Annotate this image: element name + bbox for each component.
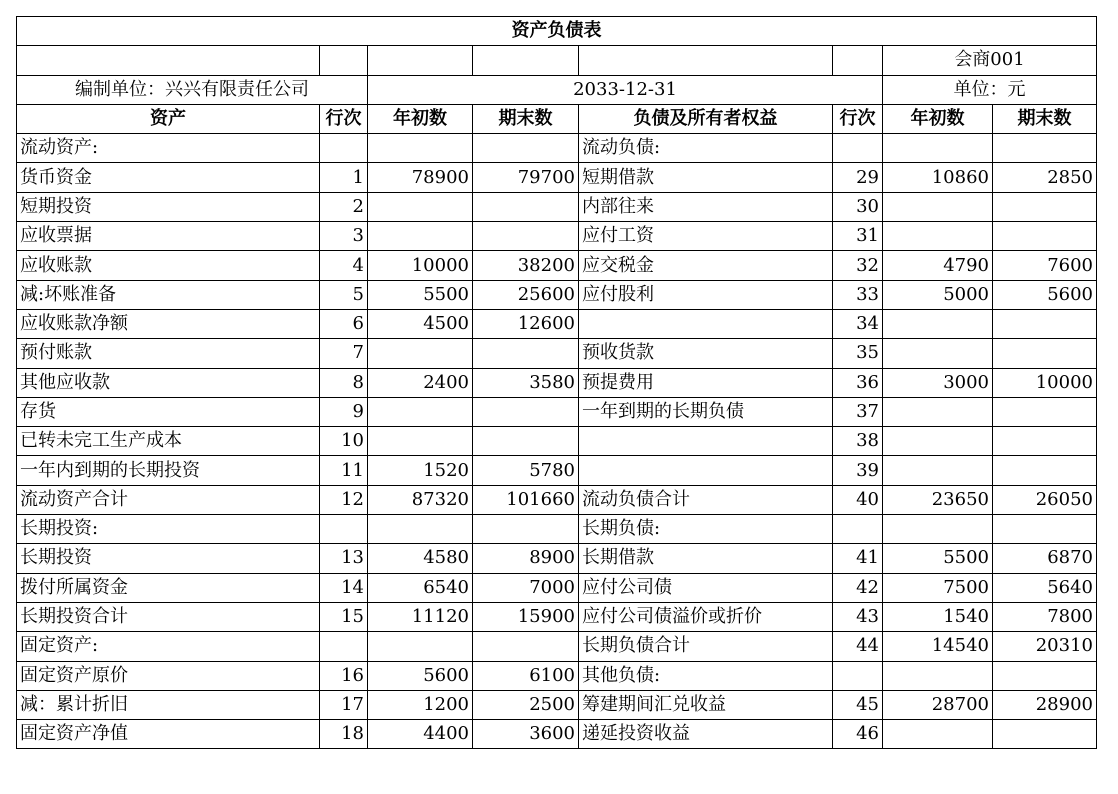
asset-name-cell[interactable]: 拨付所属资金 (17, 573, 320, 602)
liability-closing-cell[interactable]: 5640 (993, 573, 1097, 602)
liability-line-no-cell[interactable]: 46 (833, 720, 883, 749)
asset-name-cell[interactable]: 其他应收款 (17, 368, 320, 397)
asset-closing-cell[interactable]: 3580 (473, 368, 579, 397)
liability-line-no-cell[interactable]: 32 (833, 251, 883, 280)
header-liabilities-equity[interactable]: 负债及所有者权益 (579, 104, 833, 133)
liability-name-cell[interactable] (579, 456, 833, 485)
table-row (17, 632, 1097, 661)
cell[interactable] (833, 46, 883, 75)
liability-name-cell[interactable]: 流动负债合计 (579, 485, 833, 514)
liability-opening-cell[interactable]: 14540 (883, 632, 993, 661)
asset-opening-cell[interactable] (368, 397, 473, 426)
liability-line-no-cell[interactable]: 36 (833, 368, 883, 397)
asset-closing-cell[interactable]: 3600 (473, 720, 579, 749)
liability-name-cell[interactable] (579, 427, 833, 456)
asset-closing-cell[interactable]: 38200 (473, 251, 579, 280)
liability-closing-cell[interactable] (993, 456, 1097, 485)
liability-closing-cell[interactable]: 28900 (993, 690, 1097, 719)
liability-closing-cell[interactable] (993, 192, 1097, 221)
table-row (17, 192, 1097, 221)
asset-closing-cell[interactable]: 12600 (473, 309, 579, 338)
asset-line-no-cell[interactable]: 14 (320, 573, 368, 602)
header-closing[interactable]: 期末数 (473, 104, 579, 133)
liability-opening-cell[interactable] (883, 339, 993, 368)
table-row (17, 427, 1097, 456)
asset-opening-cell[interactable]: 4400 (368, 720, 473, 749)
asset-closing-cell[interactable]: 101660 (473, 485, 579, 514)
asset-opening-cell[interactable]: 2400 (368, 368, 473, 397)
asset-closing-cell[interactable] (473, 339, 579, 368)
liability-opening-cell[interactable] (883, 515, 993, 544)
liability-opening-cell[interactable] (883, 192, 993, 221)
liability-opening-cell[interactable] (883, 134, 993, 163)
liability-opening-cell[interactable] (883, 720, 993, 749)
asset-opening-cell[interactable]: 6540 (368, 573, 473, 602)
header-closing[interactable]: 期末数 (993, 104, 1097, 133)
liability-line-no-cell[interactable]: 31 (833, 222, 883, 251)
liability-closing-cell[interactable]: 5600 (993, 280, 1097, 309)
asset-name-cell[interactable]: 已转未完工生产成本 (17, 427, 320, 456)
liability-closing-cell[interactable]: 7800 (993, 602, 1097, 631)
liability-closing-cell[interactable] (993, 339, 1097, 368)
asset-opening-cell[interactable] (368, 222, 473, 251)
asset-closing-cell[interactable]: 79700 (473, 163, 579, 192)
liability-line-no-cell[interactable]: 35 (833, 339, 883, 368)
asset-line-no-cell[interactable]: 9 (320, 397, 368, 426)
cell[interactable] (17, 46, 320, 75)
asset-name-cell[interactable]: 减:坏账准备 (17, 280, 320, 309)
liability-closing-cell[interactable]: 20310 (993, 632, 1097, 661)
info-row (17, 75, 1097, 104)
asset-name-cell[interactable]: 减：累计折旧 (17, 690, 320, 719)
liability-name-cell[interactable]: 筹建期间汇兑收益 (579, 690, 833, 719)
liability-line-no-cell[interactable]: 43 (833, 602, 883, 631)
asset-opening-cell[interactable]: 4580 (368, 544, 473, 573)
asset-closing-cell[interactable] (473, 192, 579, 221)
currency-unit[interactable]: 单位：元 (883, 75, 1097, 104)
header-line-no[interactable]: 行次 (320, 104, 368, 133)
table-row (17, 690, 1097, 719)
asset-name-cell[interactable]: 货币资金 (17, 163, 320, 192)
liability-closing-cell[interactable]: 10000 (993, 368, 1097, 397)
liability-line-no-cell[interactable]: 37 (833, 397, 883, 426)
liability-closing-cell[interactable]: 6870 (993, 544, 1097, 573)
asset-name-cell[interactable]: 应收账款净额 (17, 309, 320, 338)
liability-name-cell[interactable]: 长期借款 (579, 544, 833, 573)
cell[interactable] (320, 46, 368, 75)
liability-opening-cell[interactable]: 4790 (883, 251, 993, 280)
asset-opening-cell[interactable]: 1200 (368, 690, 473, 719)
asset-line-no-cell[interactable] (320, 632, 368, 661)
liability-line-no-cell[interactable] (833, 661, 883, 690)
liability-name-cell[interactable]: 其他负债: (579, 661, 833, 690)
liability-line-no-cell[interactable]: 41 (833, 544, 883, 573)
asset-line-no-cell[interactable]: 8 (320, 368, 368, 397)
asset-name-cell[interactable]: 长期投资: (17, 515, 320, 544)
liability-line-no-cell[interactable]: 40 (833, 485, 883, 514)
liability-closing-cell[interactable] (993, 397, 1097, 426)
asset-line-no-cell[interactable]: 16 (320, 661, 368, 690)
liability-opening-cell[interactable]: 1540 (883, 602, 993, 631)
cell[interactable] (473, 46, 579, 75)
asset-name-cell[interactable]: 一年内到期的长期投资 (17, 456, 320, 485)
asset-closing-cell[interactable]: 2500 (473, 690, 579, 719)
asset-line-no-cell[interactable]: 12 (320, 485, 368, 514)
table-row (17, 485, 1097, 514)
liability-name-cell[interactable]: 应付公司债 (579, 573, 833, 602)
liability-line-no-cell[interactable]: 29 (833, 163, 883, 192)
liability-name-cell[interactable]: 递延投资收益 (579, 720, 833, 749)
asset-opening-cell[interactable] (368, 339, 473, 368)
liability-name-cell[interactable]: 内部往来 (579, 192, 833, 221)
asset-line-no-cell[interactable] (320, 134, 368, 163)
liability-line-no-cell[interactable]: 44 (833, 632, 883, 661)
table-row (17, 397, 1097, 426)
report-date[interactable]: 2033-12-31 (368, 75, 883, 104)
liability-opening-cell[interactable]: 5500 (883, 544, 993, 573)
liability-opening-cell[interactable]: 23650 (883, 485, 993, 514)
liability-closing-cell[interactable]: 7600 (993, 251, 1097, 280)
sheet-title[interactable]: 资产负债表 (17, 17, 1097, 46)
table-row (17, 280, 1097, 309)
asset-name-cell[interactable]: 短期投资 (17, 192, 320, 221)
table-row (17, 222, 1097, 251)
liability-closing-cell[interactable] (993, 661, 1097, 690)
asset-line-no-cell[interactable]: 11 (320, 456, 368, 485)
table-row (17, 661, 1097, 690)
asset-closing-cell[interactable] (473, 515, 579, 544)
table-row (17, 163, 1097, 192)
liability-opening-cell[interactable]: 5000 (883, 280, 993, 309)
asset-closing-cell[interactable]: 5780 (473, 456, 579, 485)
asset-line-no-cell[interactable]: 4 (320, 251, 368, 280)
header-assets[interactable]: 资产 (17, 104, 320, 133)
header-line-no[interactable]: 行次 (833, 104, 883, 133)
asset-opening-cell[interactable]: 78900 (368, 163, 473, 192)
liability-opening-cell[interactable] (883, 309, 993, 338)
asset-opening-cell[interactable]: 5600 (368, 661, 473, 690)
asset-closing-cell[interactable] (473, 397, 579, 426)
liability-line-no-cell[interactable]: 38 (833, 427, 883, 456)
asset-name-cell[interactable]: 长期投资 (17, 544, 320, 573)
liability-name-cell[interactable] (579, 309, 833, 338)
liability-line-no-cell[interactable]: 42 (833, 573, 883, 602)
asset-opening-cell[interactable] (368, 134, 473, 163)
asset-opening-cell[interactable]: 1520 (368, 456, 473, 485)
liability-line-no-cell[interactable] (833, 515, 883, 544)
asset-line-no-cell[interactable]: 7 (320, 339, 368, 368)
header-row (17, 104, 1097, 133)
table-row (17, 544, 1097, 573)
table-row (17, 134, 1097, 163)
liability-opening-cell[interactable]: 10860 (883, 163, 993, 192)
liability-opening-cell[interactable]: 3000 (883, 368, 993, 397)
table-row (17, 251, 1097, 280)
table-row (17, 456, 1097, 485)
asset-closing-cell[interactable] (473, 427, 579, 456)
asset-line-no-cell[interactable]: 18 (320, 720, 368, 749)
liability-closing-cell[interactable] (993, 720, 1097, 749)
liability-opening-cell[interactable]: 7500 (883, 573, 993, 602)
liability-opening-cell[interactable]: 28700 (883, 690, 993, 719)
liability-line-no-cell[interactable]: 33 (833, 280, 883, 309)
asset-closing-cell[interactable]: 15900 (473, 602, 579, 631)
asset-line-no-cell[interactable]: 1 (320, 163, 368, 192)
table-row (17, 573, 1097, 602)
asset-closing-cell[interactable] (473, 134, 579, 163)
liability-name-cell[interactable]: 流动负债: (579, 134, 833, 163)
asset-opening-cell[interactable]: 11120 (368, 602, 473, 631)
header-opening[interactable]: 年初数 (883, 104, 993, 133)
liability-opening-cell[interactable] (883, 456, 993, 485)
liability-closing-cell[interactable]: 2850 (993, 163, 1097, 192)
asset-opening-cell[interactable] (368, 515, 473, 544)
asset-line-no-cell[interactable] (320, 515, 368, 544)
liability-name-cell[interactable]: 应付股利 (579, 280, 833, 309)
asset-name-cell[interactable]: 长期投资合计 (17, 602, 320, 631)
asset-name-cell[interactable]: 应收账款 (17, 251, 320, 280)
asset-line-no-cell[interactable]: 6 (320, 309, 368, 338)
balance-sheet-table (16, 16, 1097, 749)
liability-closing-cell[interactable] (993, 515, 1097, 544)
form-code[interactable]: 会商001 (883, 46, 1097, 75)
asset-line-no-cell[interactable]: 15 (320, 602, 368, 631)
asset-name-cell[interactable]: 固定资产净值 (17, 720, 320, 749)
liability-line-no-cell[interactable]: 45 (833, 690, 883, 719)
liability-name-cell[interactable]: 长期负债: (579, 515, 833, 544)
liability-name-cell[interactable]: 应付工资 (579, 222, 833, 251)
liability-name-cell[interactable]: 应付公司债溢价或折价 (579, 602, 833, 631)
asset-closing-cell[interactable] (473, 632, 579, 661)
asset-line-no-cell[interactable]: 13 (320, 544, 368, 573)
liability-name-cell[interactable]: 预提费用 (579, 368, 833, 397)
liability-closing-cell[interactable]: 26050 (993, 485, 1097, 514)
liability-line-no-cell[interactable]: 30 (833, 192, 883, 221)
liability-closing-cell[interactable] (993, 222, 1097, 251)
asset-opening-cell[interactable] (368, 632, 473, 661)
asset-opening-cell[interactable]: 87320 (368, 485, 473, 514)
asset-name-cell[interactable]: 应收票据 (17, 222, 320, 251)
asset-line-no-cell[interactable]: 3 (320, 222, 368, 251)
asset-name-cell[interactable]: 存货 (17, 397, 320, 426)
asset-closing-cell[interactable]: 7000 (473, 573, 579, 602)
liability-line-no-cell[interactable]: 34 (833, 309, 883, 338)
cell[interactable] (579, 46, 833, 75)
cell[interactable] (368, 46, 473, 75)
liability-opening-cell[interactable] (883, 427, 993, 456)
asset-opening-cell[interactable]: 4500 (368, 309, 473, 338)
liability-name-cell[interactable]: 一年到期的长期负债 (579, 397, 833, 426)
code-row (17, 46, 1097, 75)
liability-opening-cell[interactable] (883, 661, 993, 690)
liability-name-cell[interactable]: 应交税金 (579, 251, 833, 280)
liability-opening-cell[interactable] (883, 222, 993, 251)
asset-line-no-cell[interactable]: 2 (320, 192, 368, 221)
table-row (17, 339, 1097, 368)
liability-closing-cell[interactable] (993, 309, 1097, 338)
table-row (17, 720, 1097, 749)
liability-opening-cell[interactable] (883, 397, 993, 426)
asset-name-cell[interactable]: 预付账款 (17, 339, 320, 368)
asset-closing-cell[interactable] (473, 222, 579, 251)
asset-closing-cell[interactable]: 25600 (473, 280, 579, 309)
liability-line-no-cell[interactable] (833, 134, 883, 163)
liability-name-cell[interactable]: 短期借款 (579, 163, 833, 192)
preparing-unit[interactable]: 编制单位：兴兴有限责任公司 (17, 75, 368, 104)
header-opening[interactable]: 年初数 (368, 104, 473, 133)
asset-line-no-cell[interactable]: 5 (320, 280, 368, 309)
table-row (17, 515, 1097, 544)
table-row (17, 368, 1097, 397)
liability-closing-cell[interactable] (993, 427, 1097, 456)
asset-line-no-cell[interactable]: 17 (320, 690, 368, 719)
asset-closing-cell[interactable]: 6100 (473, 661, 579, 690)
table-row (17, 602, 1097, 631)
asset-opening-cell[interactable] (368, 427, 473, 456)
asset-closing-cell[interactable]: 8900 (473, 544, 579, 573)
asset-name-cell[interactable]: 流动资产合计 (17, 485, 320, 514)
asset-name-cell[interactable]: 固定资产原价 (17, 661, 320, 690)
liability-closing-cell[interactable] (993, 134, 1097, 163)
asset-opening-cell[interactable]: 10000 (368, 251, 473, 280)
table-row (17, 309, 1097, 338)
liability-name-cell[interactable]: 预收货款 (579, 339, 833, 368)
asset-line-no-cell[interactable]: 10 (320, 427, 368, 456)
asset-name-cell[interactable]: 流动资产: (17, 134, 320, 163)
asset-name-cell[interactable]: 固定资产: (17, 632, 320, 661)
asset-opening-cell[interactable]: 5500 (368, 280, 473, 309)
asset-opening-cell[interactable] (368, 192, 473, 221)
liability-line-no-cell[interactable]: 39 (833, 456, 883, 485)
title-row (17, 17, 1097, 46)
liability-name-cell[interactable]: 长期负债合计 (579, 632, 833, 661)
